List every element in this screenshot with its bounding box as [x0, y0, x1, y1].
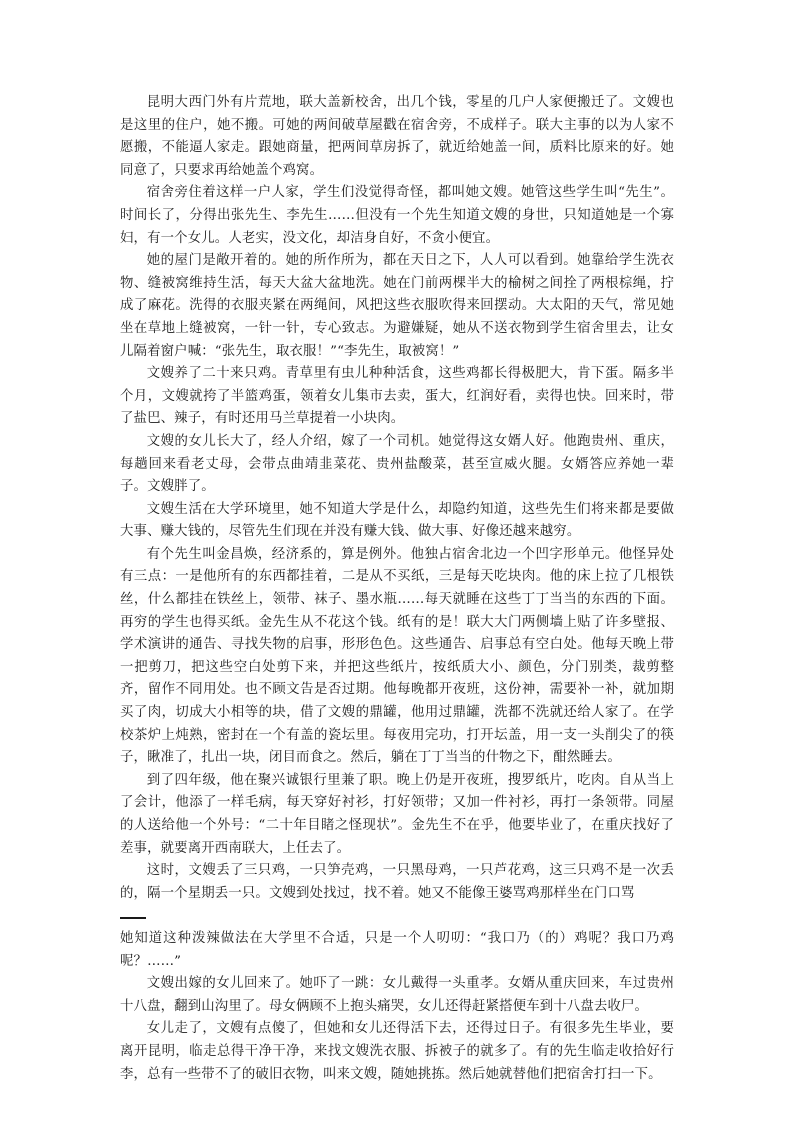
paragraph: 文嫂的女儿长大了，经人介绍，嫁了一个司机。她觉得这女婿人好。他跑贵州、重庆，每趟回来看老丈母，会带点曲靖韭菜花、贵州盐酸菜，甚至宣威火腿。女婿答应养她一辈子。文嫂胖了。 [120, 433, 674, 495]
paragraph: 文嫂出嫁的女儿回来了。她吓了一跳：女儿戴得一头重孝。女婿从重庆回来，车过贵州十八盘，翻到山沟里了。母女俩顾不上抱头痛哭，女儿还得赶紧搭便车到十八盘去收尸。 [120, 976, 674, 1014]
paragraph: 这时，文嫂丢了三只鸡，一只笋壳鸡，一只黑母鸡，一只芦花鸡，这三只鸡不是一次丢的，隔一个星期丢一只。文嫂到处找过，找不着。她又不能像王婆骂鸡那样坐在门口骂 [120, 863, 674, 901]
paragraph-continuation: 她知道这种泼辣做法在大学里不合适，只是一个人叨叨：“我口乃（的）鸡呢？我口乃鸡呢？……” [120, 930, 674, 969]
paragraph: 到了四年级，他在聚兴诚银行里兼了职。晚上仍是开夜班，搜罗纸片，吃肉。自从当上了会计，他添了一样毛病，每天穿好衬衫，打好领带；又加一件衬衫，再打一条领带。同屋的人送给他一个外号：“二十年目睹之怪现状”。金先生不在乎，他要毕业了，在重庆找好了差事，就要离开西南联大，上任去了。 [120, 772, 674, 856]
article-body [120, 92, 674, 1086]
paragraph: 昆明大西门外有片荒地，联大盖新校舍，出几个钱，零星的几户人家便搬迁了。文嫂也是这里的住户，她不搬。可她的两间破草屋戳在宿舍旁，不成样子。联大主事的以为人家不愿搬，不能逼人家走。跟她商量，把两间草房拆了，就近给她盖一间，质料比原来的好。她同意了，只要求再给她盖个鸡窝。 [120, 95, 674, 178]
paragraph: 文嫂生活在大学环境里，她不知道大学是什么，却隐约知道，这些先生们将来都是要做大事、赚大钱的，尽管先生们现在并没有赚大钱、做大事、好像还越来越穷。 [120, 501, 674, 540]
paragraph: 文嫂养了二十来只鸡。青草里有虫儿种种活食，这些鸡都长得极肥大，肯下蛋。隔多半个月，文嫂就挎了半篮鸡蛋，领着女儿集市去卖，蛋大，红润好看，卖得也快。回来时，带了盐巴、辣子，有时还用马兰草提着一小块肉。 [120, 366, 674, 427]
paragraph: 她的屋门是敞开着的。她的所作所为，都在天日之下，人人可以看到。她靠给学生洗衣物、缝被窝维持生活，每天大盆大盆地洗。她在门前两棵半大的榆树之间拴了两根棕绳，拧成了麻花。洗得的衣服夹紧在两绳间，风把这些衣服吹得来回摆动。大太阳的天气，常见她坐在草地上缝被窝，一针一针，专心致志。为避嫌疑，她从不送衣物到学生宿舍里去，让女儿隔着窗户喊：“张先生，取衣服！”“李先生，取被窝！” [120, 253, 674, 359]
paragraph: 宿舍旁住着这样一户人家，学生们没觉得奇怪，都叫她文嫂。她管这些学生叫“先生”。时间长了，分得出张先生、李先生……但没有一个先生知道文嫂的身世，只知道她是一个寡妇，有一个女儿。人老实，没文化，却洁身自好，不贪小便宜。 [120, 185, 674, 246]
paragraph: 女儿走了，文嫂有点傻了，但她和女儿还得活下去，还得过日子。有很多先生毕业，要离开昆明，临走总得干净干净，来找文嫂洗衣服、拆被子的就多了。有的先生临走收拾好行李，总有一些带不了的破旧衣物，叫来文嫂，随她挑拣。然后她就替他们把宿舍打扫一下。 [120, 1021, 674, 1082]
em-dash [120, 905, 146, 928]
paragraph: 有个先生叫金昌焕，经济系的，算是例外。他独占宿舍北边一个凹字形单元。他怪异处有三点：一是他所有的东西都挂着，二是从不买纸，三是每天吃块肉。他的床上拉了几根铁丝，什么都挂在铁丝上，领带、袜子、墨水瓶……每天就睡在这些丁丁当当的东西的下面。再穷的学生也得买纸。金先生从不花这个钱。纸有的是！联大大门两侧墙上贴了许多壁报、学术演讲的通告、寻找失物的启事，形形色色。这些通告、启事总有空白处。他每天晚上带一把剪刀，把这些空白处剪下来，并把这些纸片，按纸质大小、颜色，分门别类，裁剪整齐，留作不同用处。也不顾文告是否过期。他每晚都开夜班，这份神，需要补一补，就加期买了肉，切成大小相等的块，借了文嫂的鼎罐，他用过鼎罐，洗都不洗就还给人家了。在学校茶炉上炖熟，密封在一个有盖的瓷坛里。每夜用完功，打开坛盖，用一支一头削尖了的筷子，瞅准了，扎出一块，闭目而食之。然后，躺在丁丁当当的什物之下，酣然睡去。 [120, 546, 674, 766]
